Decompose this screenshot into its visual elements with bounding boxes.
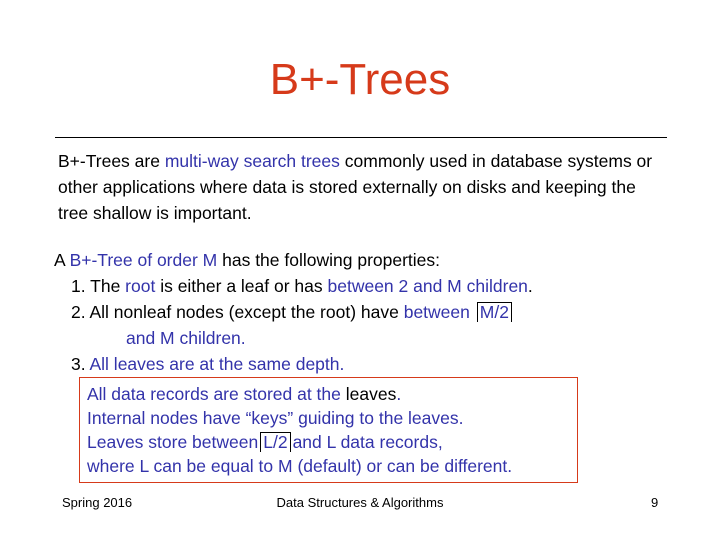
item-highlight: between 2 and M children	[327, 276, 528, 296]
item-text: is either a leaf or has	[155, 276, 328, 296]
callout-text: .	[396, 384, 402, 404]
callout-line-3	[87, 430, 577, 454]
item-highlight: between	[403, 302, 470, 322]
properties-list	[54, 247, 674, 377]
heading-text-rest: has the following properties:	[217, 250, 441, 270]
callout-line-4: where L can be equal to M (default) or can be different.	[87, 456, 513, 476]
property-item-2-continued: and M children.	[126, 328, 246, 348]
ceiling-expression: L/2	[260, 432, 290, 452]
item-text: 1. The	[71, 276, 126, 296]
callout-emphasis: leaves	[345, 384, 397, 404]
properties-heading	[54, 247, 674, 273]
intro-text: B+-Trees are	[58, 151, 165, 171]
property-item-3	[54, 351, 674, 377]
heading-highlight: B+-Tree of order M	[69, 250, 218, 270]
callout-line-2: Internal nodes have “keys” guiding to the leaves.	[87, 408, 464, 428]
item-text: 3.	[71, 354, 90, 374]
heading-text: A	[54, 250, 70, 270]
footer-term: Spring 2016	[62, 495, 133, 510]
footer-page-number: 9	[651, 495, 659, 510]
item-text: .	[527, 276, 533, 296]
callout-text: and L data records,	[292, 432, 443, 452]
intro-highlight: multi-way search trees	[164, 151, 340, 171]
item-highlight: root	[125, 276, 156, 296]
item-highlight: All leaves are at the same depth.	[89, 354, 345, 374]
callout-text: All data records are stored at the	[87, 384, 346, 404]
slide-title: B+-Trees	[269, 55, 451, 104]
property-item-1	[54, 273, 674, 299]
leaves-callout-box	[79, 377, 578, 483]
property-item-2	[54, 299, 674, 325]
callout-text: Leaves store between	[87, 432, 259, 452]
callout-line-1	[87, 382, 577, 406]
intro-paragraph	[58, 148, 658, 226]
footer-course: Data Structures & Algorithms	[276, 495, 444, 510]
ceiling-expression: M/2	[477, 302, 512, 322]
item-text: 2. All nonleaf nodes (except the root) have	[71, 302, 404, 322]
title-divider	[55, 137, 667, 138]
intro-text-rest: commonly used in database systems or other applications where data is stored externally on disks and keeping the tree shallow is important.	[58, 151, 653, 223]
